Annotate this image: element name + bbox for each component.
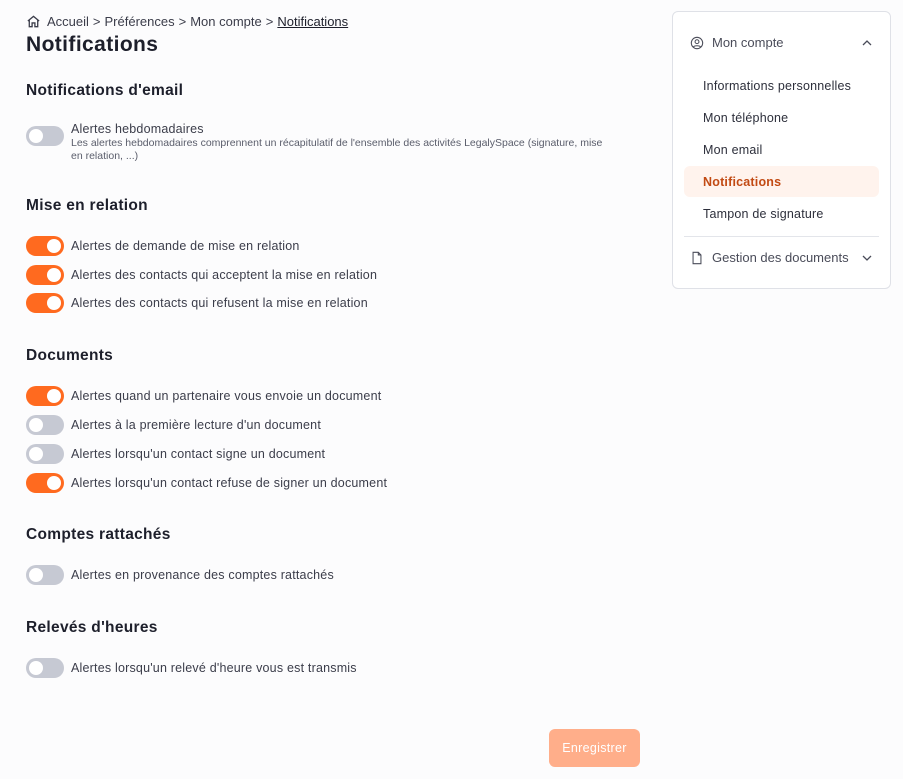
toggle-label: Alertes de demande de mise en relation xyxy=(71,239,300,253)
toggle-relation-accept[interactable] xyxy=(26,265,64,285)
panel-divider xyxy=(684,236,879,237)
toggle-doc-first-read[interactable] xyxy=(26,415,64,435)
panel-item-phone[interactable]: Mon téléphone xyxy=(703,110,789,125)
section-title-linked: Comptes rattachés xyxy=(26,526,171,543)
breadcrumb-accueil[interactable]: Accueil xyxy=(47,14,89,29)
toggle-knob xyxy=(29,418,43,432)
panel-item-signature-stamp[interactable]: Tampon de signature xyxy=(703,206,824,221)
page-title: Notifications xyxy=(26,33,159,56)
toggle-row-doc-refused xyxy=(26,473,387,493)
toggle-knob xyxy=(47,296,61,310)
toggle-row-hours xyxy=(26,658,357,678)
toggle-knob xyxy=(29,661,43,675)
section-title-email: Notifications d'email xyxy=(26,82,184,99)
toggle-doc-signed[interactable] xyxy=(26,444,64,464)
toggle-knob xyxy=(47,239,61,253)
panel-group-documents[interactable] xyxy=(690,250,873,265)
section-title-documents: Documents xyxy=(26,347,114,364)
breadcrumb-preferences[interactable]: Préférences xyxy=(104,14,175,29)
breadcrumb-mon-compte[interactable]: Mon compte xyxy=(190,14,262,29)
panel-item-email[interactable]: Mon email xyxy=(703,142,763,157)
document-icon xyxy=(690,251,704,265)
section-title-relation: Mise en relation xyxy=(26,197,148,214)
chevron-up-icon[interactable] xyxy=(861,37,873,49)
toggle-label: Alertes lorsqu'un contact refuse de signer un document xyxy=(71,476,388,490)
home-icon[interactable] xyxy=(26,14,41,29)
toggle-hours-report[interactable] xyxy=(26,658,64,678)
breadcrumb-separator: > xyxy=(265,14,274,29)
toggle-label: Alertes lorsqu'un contact signe un document xyxy=(71,447,326,461)
toggle-label: Alertes à la première lecture d'un document xyxy=(71,418,322,432)
toggle-row-doc-first-read xyxy=(26,415,321,435)
toggle-label: Alertes en provenance des comptes rattachés xyxy=(71,568,334,582)
toggle-weekly-alerts[interactable] xyxy=(26,126,64,146)
breadcrumb xyxy=(26,14,348,29)
toggle-label: Alertes quand un partenaire vous envoie un document xyxy=(71,389,382,403)
toggle-label: Alertes des contacts qui acceptent la mise en relation xyxy=(71,268,378,282)
toggle-description: Les alertes hebdomadaires comprennent un récapitulatif de l'ensemble des activités LegalySpace (signature, mise en relation, ...) xyxy=(71,137,603,162)
save-button[interactable]: Enregistrer xyxy=(549,729,640,767)
toggle-doc-refused[interactable] xyxy=(26,473,64,493)
toggle-row-relation-accept xyxy=(26,265,377,285)
toggle-doc-received[interactable] xyxy=(26,386,64,406)
panel-group-label: Gestion des documents xyxy=(712,250,849,265)
toggle-knob xyxy=(47,476,61,490)
toggle-label: Alertes lorsqu'un relevé d'heure vous est transmis xyxy=(71,661,357,675)
toggle-row-weekly xyxy=(26,122,611,163)
toggle-row-linked xyxy=(26,565,334,585)
toggle-relation-refuse[interactable] xyxy=(26,293,64,313)
toggle-row-relation-refuse xyxy=(26,293,368,313)
toggle-knob xyxy=(29,129,43,143)
breadcrumb-current[interactable]: Notifications xyxy=(277,14,349,29)
toggle-row-doc-received xyxy=(26,386,381,406)
panel-item-personal-info[interactable]: Informations personnelles xyxy=(703,78,852,93)
panel-header-mon-compte[interactable] xyxy=(690,35,873,50)
toggle-relation-request[interactable] xyxy=(26,236,64,256)
toggle-knob xyxy=(29,447,43,461)
user-circle-icon xyxy=(690,36,704,50)
weekly-text xyxy=(71,122,611,163)
chevron-down-icon[interactable] xyxy=(861,252,873,264)
panel-header-label: Mon compte xyxy=(712,35,784,50)
toggle-label: Alertes des contacts qui refusent la mise en relation xyxy=(71,296,368,310)
section-title-hours: Relevés d'heures xyxy=(26,619,158,636)
panel-item-notifications[interactable]: Notifications xyxy=(684,166,879,197)
toggle-linked-accounts[interactable] xyxy=(26,565,64,585)
toggle-row-relation-request xyxy=(26,236,300,256)
toggle-row-doc-signed xyxy=(26,444,325,464)
breadcrumb-separator: > xyxy=(92,14,101,29)
toggle-knob xyxy=(29,568,43,582)
toggle-knob xyxy=(47,268,61,282)
toggle-label: Alertes hebdomadaires xyxy=(71,122,204,136)
toggle-knob xyxy=(47,389,61,403)
account-side-panel xyxy=(672,11,891,289)
breadcrumb-separator: > xyxy=(178,14,187,29)
